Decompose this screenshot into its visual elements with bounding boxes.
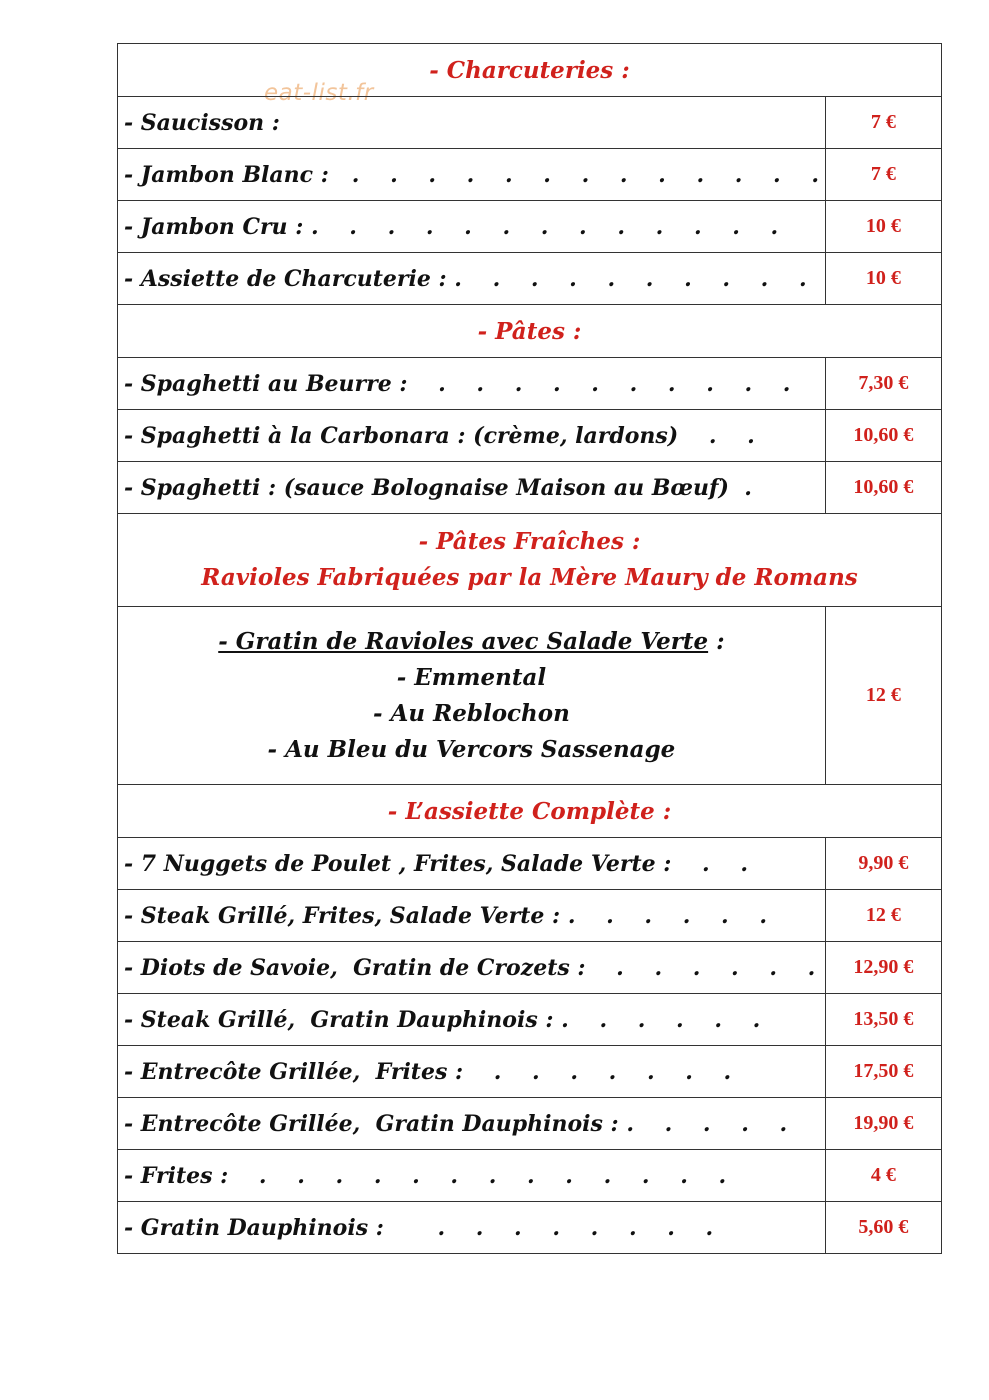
menu-row bbox=[118, 838, 942, 890]
ravioles-title-suffix: : bbox=[708, 627, 725, 655]
menu-table bbox=[117, 43, 942, 1254]
section-title-pates: - Pâtes : bbox=[118, 305, 942, 358]
item-label: - Gratin Dauphinois : . . . . . . . . bbox=[118, 1202, 826, 1254]
watermark: eat-list.fr bbox=[264, 80, 374, 106]
menu-row bbox=[118, 994, 942, 1046]
menu-row bbox=[118, 942, 942, 994]
item-label: - Assiette de Charcuterie : . . . . . . . . . . bbox=[118, 253, 826, 305]
section-row bbox=[118, 44, 942, 97]
section-row bbox=[118, 785, 942, 838]
menu-row bbox=[118, 253, 942, 305]
section-title-pates-fraiches bbox=[118, 514, 942, 607]
item-price: 10 € bbox=[825, 253, 941, 305]
ravioles-option: - Emmental bbox=[396, 663, 547, 691]
item-label: - Frites : . . . . . . . . . . . . . bbox=[118, 1150, 826, 1202]
item-label: - Steak Grillé, Frites, Salade Verte : . . . . . . bbox=[118, 890, 826, 942]
item-label: - 7 Nuggets de Poulet , Frites, Salade Verte : . . bbox=[118, 838, 826, 890]
item-label: - Jambon Cru : . . . . . . . . . . . . . bbox=[118, 201, 826, 253]
item-price: 7 € bbox=[825, 149, 941, 201]
menu-row bbox=[118, 201, 942, 253]
item-price: 12 € bbox=[825, 890, 941, 942]
item-label: - Steak Grillé, Gratin Dauphinois : . . . . . . bbox=[118, 994, 826, 1046]
item-label: - Spaghetti : (sauce Bolognaise Maison au Bœuf) . bbox=[118, 462, 826, 514]
menu-row bbox=[118, 890, 942, 942]
ravioles-title-line bbox=[118, 624, 825, 660]
menu-row bbox=[118, 1098, 942, 1150]
menu-row bbox=[118, 1202, 942, 1254]
item-label: - Spaghetti au Beurre : . . . . . . . . . . bbox=[118, 358, 826, 410]
item-price: 9,90 € bbox=[825, 838, 941, 890]
ravioles-description bbox=[118, 607, 826, 785]
menu-row bbox=[118, 358, 942, 410]
item-label: - Jambon Blanc : . . . . . . . . . . . . . bbox=[118, 149, 826, 201]
item-label: - Saucisson : bbox=[118, 97, 826, 149]
menu-row bbox=[118, 410, 942, 462]
menu-row bbox=[118, 462, 942, 514]
item-price: 4 € bbox=[825, 1150, 941, 1202]
item-price: 10 € bbox=[825, 201, 941, 253]
item-label: - Entrecôte Grillée, Gratin Dauphinois : . . . . . bbox=[118, 1098, 826, 1150]
item-price: 12,90 € bbox=[825, 942, 941, 994]
menu-row bbox=[118, 1046, 942, 1098]
section-title-line: - Pâtes Fraîches : bbox=[418, 528, 641, 555]
item-price: 13,50 € bbox=[825, 994, 941, 1046]
item-label: - Diots de Savoie, Gratin de Crozets : . . . . . . bbox=[118, 942, 826, 994]
section-title-assiette: - L’assiette Complète : bbox=[118, 785, 942, 838]
section-row bbox=[118, 305, 942, 358]
section-row bbox=[118, 514, 942, 607]
ravioles-option: - Au Reblochon bbox=[373, 699, 570, 727]
section-subtitle-line: Ravioles Fabriquées par la Mère Maury de Romans bbox=[201, 564, 858, 591]
menu-row-ravioles bbox=[118, 607, 942, 785]
menu-row bbox=[118, 149, 942, 201]
menu-row bbox=[118, 97, 942, 149]
item-price: 12 € bbox=[825, 607, 941, 785]
ravioles-option: - Au Bleu du Vercors Sassenage bbox=[267, 735, 676, 763]
item-label: - Spaghetti à la Carbonara : (crème, lardons) . . bbox=[118, 410, 826, 462]
item-price: 17,50 € bbox=[825, 1046, 941, 1098]
item-price: 10,60 € bbox=[825, 462, 941, 514]
item-price: 7 € bbox=[825, 97, 941, 149]
item-price: 5,60 € bbox=[825, 1202, 941, 1254]
item-label: - Entrecôte Grillée, Frites : . . . . . . . bbox=[118, 1046, 826, 1098]
section-title-charcuteries: - Charcuteries : bbox=[118, 44, 942, 97]
item-price: 10,60 € bbox=[825, 410, 941, 462]
menu-row bbox=[118, 1150, 942, 1202]
item-price: 19,90 € bbox=[825, 1098, 941, 1150]
item-price: 7,30 € bbox=[825, 358, 941, 410]
ravioles-title: - Gratin de Ravioles avec Salade Verte bbox=[218, 627, 709, 655]
